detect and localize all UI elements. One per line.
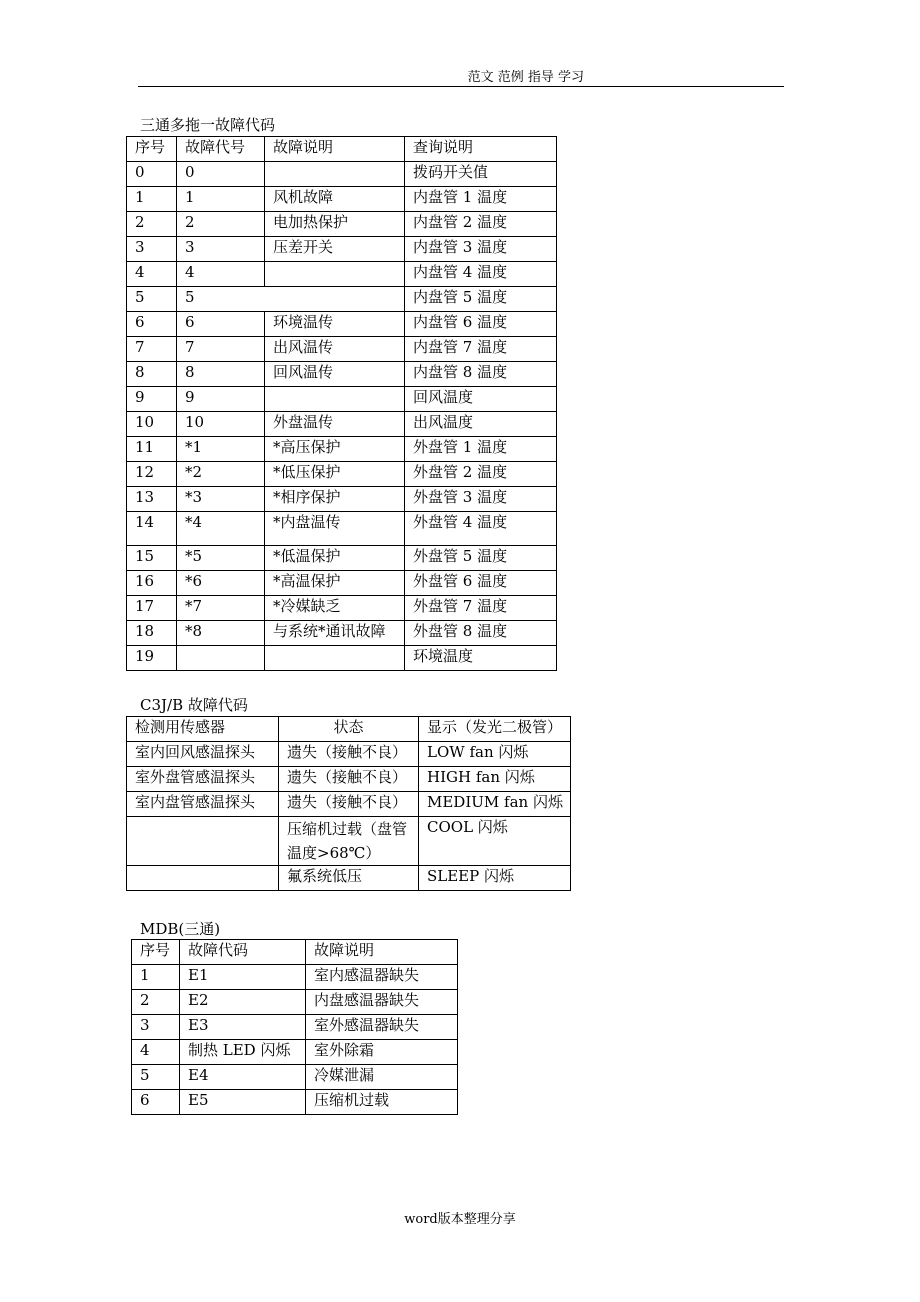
- table-cell: 0: [177, 162, 265, 187]
- table-cell: [127, 866, 279, 891]
- section1-title: 三通多拖一故障代码: [140, 116, 276, 134]
- table-cell: 内盘管 3 温度: [405, 237, 557, 262]
- table-cell: 7: [177, 337, 265, 362]
- table-cell: 2: [127, 212, 177, 237]
- table-cell: 室外感温器缺失: [306, 1015, 458, 1040]
- table-row: [127, 621, 557, 646]
- table-cell: *冷媒缺乏: [265, 596, 405, 621]
- table-cell: 回风温传: [265, 362, 405, 387]
- table-cell: 内盘管 2 温度: [405, 212, 557, 237]
- table-cell: 遗失（接触不良）: [279, 742, 419, 767]
- table-cell: [127, 817, 279, 866]
- table-row: [127, 462, 557, 487]
- fault-code-table-2: [126, 716, 571, 891]
- table-cell: E3: [180, 1015, 306, 1040]
- table-cell: 内盘管 1 温度: [405, 187, 557, 212]
- table-cell: HIGH fan 闪烁: [419, 767, 571, 792]
- table-cell: 压缩机过载: [306, 1090, 458, 1115]
- table-row: [127, 767, 571, 792]
- table-cell: 外盘管 2 温度: [405, 462, 557, 487]
- table-cell: 外盘温传: [265, 412, 405, 437]
- table-cell: 内盘管 8 温度: [405, 362, 557, 387]
- table-cell: 室外盘管感温探头: [127, 767, 279, 792]
- table-cell: 外盘管 4 温度: [405, 512, 557, 546]
- fault-code-table-1: [126, 136, 557, 671]
- table-cell: *高温保护: [265, 571, 405, 596]
- header-text: 范文 范例 指导 学习: [467, 70, 584, 85]
- table-cell: 15: [127, 546, 177, 571]
- table-cell: 内盘管 6 温度: [405, 312, 557, 337]
- table-cell: *内盘温传: [265, 512, 405, 546]
- table-cell: 与系统*通讯故障: [265, 621, 405, 646]
- table-cell: 10: [127, 412, 177, 437]
- table-row: [127, 312, 557, 337]
- table-cell: *低压保护: [265, 462, 405, 487]
- table-row: [127, 792, 571, 817]
- table-cell: *高压保护: [265, 437, 405, 462]
- table-row: [127, 262, 557, 287]
- page-footer: word版本整理分享: [404, 1212, 516, 1227]
- table-cell: [265, 646, 405, 671]
- table-cell: *2: [177, 462, 265, 487]
- table-cell: E4: [180, 1065, 306, 1090]
- table-cell: 5: [132, 1065, 180, 1090]
- table-cell: 9: [177, 387, 265, 412]
- table-cell: *8: [177, 621, 265, 646]
- table-cell: 8: [177, 362, 265, 387]
- table-cell: 4: [127, 262, 177, 287]
- table-cell: [265, 262, 405, 287]
- table-cell: 外盘管 5 温度: [405, 546, 557, 571]
- table-cell: 压缩机过载（盘管温度>68℃）: [279, 817, 419, 866]
- header-cell: 状态: [279, 717, 419, 742]
- table-cell: 1: [132, 965, 180, 990]
- header-row: [132, 940, 458, 965]
- table-cell: 9: [127, 387, 177, 412]
- table-cell: 出风温度: [405, 412, 557, 437]
- table-cell: 室内回风感温探头: [127, 742, 279, 767]
- table-cell: 2: [132, 990, 180, 1015]
- table-row: [127, 337, 557, 362]
- header-cell: 故障说明: [306, 940, 458, 965]
- header-cell: 显示（发光二极管）: [419, 717, 571, 742]
- table-cell: 冷媒泄漏: [306, 1065, 458, 1090]
- table-cell: 10: [177, 412, 265, 437]
- table-cell: 2: [177, 212, 265, 237]
- table-cell: 12: [127, 462, 177, 487]
- table-cell: 6: [127, 312, 177, 337]
- table-cell: 压差开关: [265, 237, 405, 262]
- table-cell: [177, 646, 265, 671]
- table-cell: 外盘管 7 温度: [405, 596, 557, 621]
- table-row: [127, 742, 571, 767]
- table-cell: 内盘感温器缺失: [306, 990, 458, 1015]
- table-cell: *低温保护: [265, 546, 405, 571]
- table-cell: LOW fan 闪烁: [419, 742, 571, 767]
- table-cell: *3: [177, 487, 265, 512]
- header-row: [127, 137, 557, 162]
- table-cell: 电加热保护: [265, 212, 405, 237]
- table-cell: 3: [177, 237, 265, 262]
- section3-title: MDB(三通): [140, 920, 221, 938]
- table-cell: 3: [127, 237, 177, 262]
- table-row: [127, 237, 557, 262]
- table-cell: 室外除霜: [306, 1040, 458, 1065]
- table-cell: E2: [180, 990, 306, 1015]
- table-cell: 拨码开关值: [405, 162, 557, 187]
- table-cell: 内盘管 4 温度: [405, 262, 557, 287]
- header-cell: 故障代码: [180, 940, 306, 965]
- table-cell: 室内盘管感温探头: [127, 792, 279, 817]
- table-cell: 4: [132, 1040, 180, 1065]
- table-cell: *1: [177, 437, 265, 462]
- table-cell: 5: [127, 287, 177, 312]
- table-cell: *7: [177, 596, 265, 621]
- table-cell: 遗失（接触不良）: [279, 792, 419, 817]
- table-cell: 出风温传: [265, 337, 405, 362]
- table-cell: 遗失（接触不良）: [279, 767, 419, 792]
- table-cell: 8: [127, 362, 177, 387]
- header-cell: 故障代号: [177, 137, 265, 162]
- table-cell: 6: [177, 312, 265, 337]
- table-row: [127, 212, 557, 237]
- table-cell: [265, 387, 405, 412]
- table-cell: 1: [127, 187, 177, 212]
- table-row: [127, 596, 557, 621]
- table-cell: 16: [127, 571, 177, 596]
- table-row: [127, 362, 557, 387]
- table-cell: 4: [177, 262, 265, 287]
- table-row: [127, 387, 557, 412]
- table-row: [127, 546, 557, 571]
- table-cell: [265, 287, 405, 312]
- table-cell: 7: [127, 337, 177, 362]
- table-cell: 内盘管 5 温度: [405, 287, 557, 312]
- header-cell: 故障说明: [265, 137, 405, 162]
- header-cell: 序号: [127, 137, 177, 162]
- table-row: [127, 866, 571, 891]
- table-cell: 14: [127, 512, 177, 546]
- table-cell: *6: [177, 571, 265, 596]
- table-row: [127, 646, 557, 671]
- table-cell: [265, 162, 405, 187]
- table-row: [127, 412, 557, 437]
- table-row: [127, 187, 557, 212]
- table-cell: 6: [132, 1090, 180, 1115]
- table-row: [132, 965, 458, 990]
- table-cell: MEDIUM fan 闪烁: [419, 792, 571, 817]
- table-row: [132, 1090, 458, 1115]
- table-cell: *相序保护: [265, 487, 405, 512]
- fault-code-table-3: [131, 939, 458, 1115]
- table-cell: E1: [180, 965, 306, 990]
- table-cell: 0: [127, 162, 177, 187]
- table-row: [132, 1065, 458, 1090]
- header-cell: 序号: [132, 940, 180, 965]
- table-cell: 外盘管 6 温度: [405, 571, 557, 596]
- table-cell: 外盘管 8 温度: [405, 621, 557, 646]
- table-cell: 制热 LED 闪烁: [180, 1040, 306, 1065]
- table-cell: 室内感温器缺失: [306, 965, 458, 990]
- page-header: [138, 64, 784, 87]
- table-cell: 外盘管 3 温度: [405, 487, 557, 512]
- table-row: [127, 437, 557, 462]
- table-row: [132, 1040, 458, 1065]
- table-row: [132, 990, 458, 1015]
- table-cell: 17: [127, 596, 177, 621]
- table-row: [127, 817, 571, 866]
- table-cell: 11: [127, 437, 177, 462]
- table-cell: 19: [127, 646, 177, 671]
- table-cell: 1: [177, 187, 265, 212]
- table-cell: 13: [127, 487, 177, 512]
- header-cell: 查询说明: [405, 137, 557, 162]
- table-cell: 5: [177, 287, 265, 312]
- table-cell: *5: [177, 546, 265, 571]
- table-row: [127, 487, 557, 512]
- table-cell: 风机故障: [265, 187, 405, 212]
- table-cell: 环境温度: [405, 646, 557, 671]
- table-cell: E5: [180, 1090, 306, 1115]
- table-row: [132, 1015, 458, 1040]
- table-cell: 内盘管 7 温度: [405, 337, 557, 362]
- table-cell: 氟系统低压: [279, 866, 419, 891]
- table-row: [127, 512, 557, 546]
- section2-title: C3J/B 故障代码: [140, 696, 248, 714]
- table-cell: 外盘管 1 温度: [405, 437, 557, 462]
- header-cell: 检测用传感器: [127, 717, 279, 742]
- table-cell: COOL 闪烁: [419, 817, 571, 866]
- table-cell: 回风温度: [405, 387, 557, 412]
- table-row: [127, 571, 557, 596]
- header-row: [127, 717, 571, 742]
- table-cell: SLEEP 闪烁: [419, 866, 571, 891]
- table-cell: 18: [127, 621, 177, 646]
- table-row: [127, 162, 557, 187]
- table-row: [127, 287, 557, 312]
- table-cell: *4: [177, 512, 265, 546]
- table-cell: 环境温传: [265, 312, 405, 337]
- table-cell: 3: [132, 1015, 180, 1040]
